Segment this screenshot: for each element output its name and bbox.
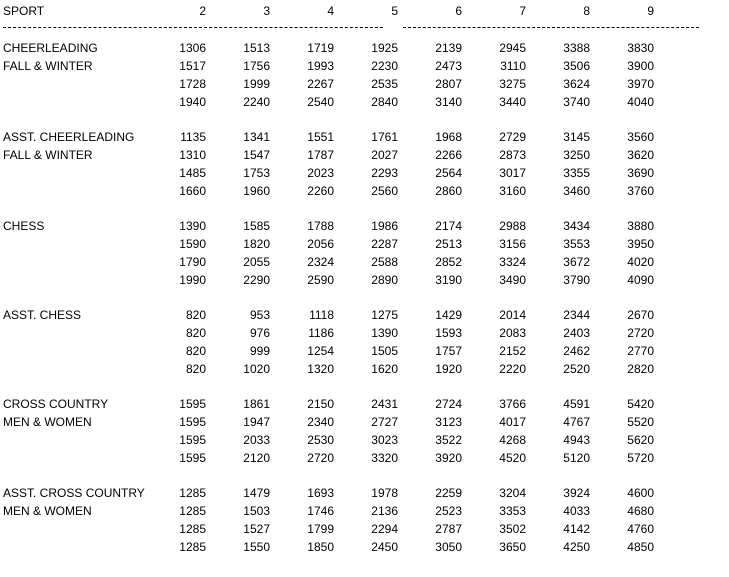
sport-subtitle: MEN & WOMEN (3, 415, 92, 429)
salary-cell: 1135 (180, 130, 206, 144)
salary-cell: 1920 (435, 362, 462, 376)
salary-cell: 1595 (179, 397, 206, 411)
salary-cell: 2266 (435, 148, 462, 162)
salary-cell: 1746 (307, 504, 334, 518)
grade-column-header: 6 (455, 4, 462, 18)
salary-cell: 5520 (627, 415, 654, 429)
salary-cell: 2220 (499, 362, 526, 376)
salary-cell: 3900 (627, 59, 654, 73)
salary-cell: 4250 (563, 540, 590, 554)
salary-cell: 1990 (179, 273, 206, 287)
sport-name: CHESS (3, 219, 45, 233)
salary-cell: 1275 (371, 308, 398, 322)
salary-cell: 2136 (371, 504, 398, 518)
salary-cell: 1947 (243, 415, 270, 429)
salary-cell: 820 (185, 308, 206, 322)
sport-subtitle: MEN & WOMEN (3, 504, 92, 518)
salary-cell: 2431 (371, 397, 398, 411)
salary-cell: 2840 (371, 95, 398, 109)
salary-cell: 1285 (179, 522, 206, 536)
salary-cell: 1861 (243, 397, 270, 411)
salary-cell: 2588 (371, 255, 398, 269)
salary-cell: 2720 (627, 326, 654, 340)
salary-cell: 2324 (307, 255, 334, 269)
salary-cell: 2014 (499, 308, 526, 322)
salary-cell: 2340 (307, 415, 334, 429)
grade-column-header: 2 (199, 4, 206, 18)
salary-cell: 2564 (435, 166, 462, 180)
salary-cell: 2590 (307, 273, 334, 287)
salary-cell: 1527 (243, 522, 270, 536)
salary-cell: 3506 (563, 59, 590, 73)
salary-cell: 3353 (499, 504, 526, 518)
salary-cell: 3522 (435, 433, 462, 447)
salary-cell: 3460 (563, 184, 590, 198)
salary-cell: 2150 (307, 397, 334, 411)
salary-cell: 1517 (179, 59, 206, 73)
salary-cell: 4850 (627, 540, 654, 554)
salary-cell: 4591 (563, 397, 590, 411)
salary-cell: 1999 (243, 77, 270, 91)
salary-cell: 2403 (563, 326, 590, 340)
salary-cell: 2540 (307, 95, 334, 109)
salary-cell: 3620 (627, 148, 654, 162)
salary-cell: 2139 (435, 41, 462, 55)
salary-cell: 3388 (563, 41, 590, 55)
salary-cell: 1020 (243, 362, 270, 376)
salary-cell: 1390 (179, 219, 206, 233)
salary-cell: 1728 (179, 77, 206, 91)
salary-cell: 3924 (563, 486, 590, 500)
salary-cell: 2873 (499, 148, 526, 162)
salary-cell: 3830 (627, 41, 654, 55)
salary-cell: 3740 (563, 95, 590, 109)
salary-cell: 2023 (307, 166, 334, 180)
salary-cell: 2513 (435, 237, 462, 251)
salary-cell: 1306 (179, 41, 206, 55)
salary-cell: 3560 (627, 130, 654, 144)
salary-cell: 3950 (627, 237, 654, 251)
salary-cell: 1285 (179, 504, 206, 518)
salary-cell: 2293 (371, 166, 398, 180)
salary-cell: 4680 (627, 504, 654, 518)
salary-cell: 4090 (627, 273, 654, 287)
salary-cell: 1310 (179, 148, 206, 162)
grade-column-header: 5 (391, 4, 398, 18)
sport-name: ASST. CHEERLEADING (3, 130, 135, 144)
salary-cell: 1820 (243, 237, 270, 251)
salary-cell: 1595 (179, 451, 206, 465)
salary-cell: 1585 (243, 219, 270, 233)
sport-name: ASST. CHESS (3, 308, 82, 322)
salary-cell: 2152 (499, 344, 526, 358)
salary-cell: 3320 (371, 451, 398, 465)
salary-cell: 2560 (371, 184, 398, 198)
salary-cell: 1790 (179, 255, 206, 269)
salary-cell: 3324 (499, 255, 526, 269)
salary-cell: 2535 (371, 77, 398, 91)
salary-cell: 820 (185, 344, 206, 358)
salary-cell: 5120 (563, 451, 590, 465)
salary-cell: 4520 (499, 451, 526, 465)
salary-cell: 4600 (627, 486, 654, 500)
grade-column-header: 9 (647, 4, 654, 18)
salary-cell: 3790 (563, 273, 590, 287)
salary-cell: 1940 (179, 95, 206, 109)
salary-cell: 1429 (435, 308, 462, 322)
salary-cell: 999 (249, 344, 270, 358)
salary-cell: 3766 (499, 397, 526, 411)
salary-cell: 2294 (371, 522, 398, 536)
salary-cell: 2027 (371, 148, 398, 162)
salary-cell: 2890 (371, 273, 398, 287)
salary-cell: 2727 (371, 415, 398, 429)
salary-cell: 2807 (435, 77, 462, 91)
salary-cell: 3123 (435, 415, 462, 429)
salary-cell: 3145 (563, 130, 590, 144)
salary-cell: 3553 (563, 237, 590, 251)
salary-cell: 1186 (308, 326, 334, 340)
salary-cell: 4142 (563, 522, 590, 536)
salary-cell: 1761 (371, 130, 398, 144)
salary-cell: 2120 (243, 451, 270, 465)
salary-cell: 2287 (371, 237, 398, 251)
salary-cell: 2988 (499, 219, 526, 233)
salary-cell: 3110 (500, 59, 526, 73)
salary-cell: 2473 (435, 59, 462, 73)
salary-cell: 1505 (371, 344, 398, 358)
grade-column-header: 3 (263, 4, 270, 18)
sport-name: CHEERLEADING (3, 41, 98, 55)
salary-cell: 976 (249, 326, 270, 340)
grade-column-header: 8 (583, 4, 590, 18)
salary-cell: 2056 (307, 237, 334, 251)
salary-cell: 3690 (627, 166, 654, 180)
salary-cell: 2852 (435, 255, 462, 269)
grade-column-header: 7 (519, 4, 526, 18)
salary-cell: 2462 (563, 344, 590, 358)
salary-cell: 2523 (435, 504, 462, 518)
salary-cell: 2860 (435, 184, 462, 198)
salary-cell: 1479 (243, 486, 270, 500)
sport-subtitle: FALL & WINTER (3, 148, 93, 162)
salary-cell: 3440 (499, 95, 526, 109)
salary-cell: 4040 (627, 95, 654, 109)
salary-cell: 3920 (435, 451, 462, 465)
salary-cell: 3023 (371, 433, 398, 447)
salary-cell: 3672 (563, 255, 590, 269)
salary-cell: 820 (185, 326, 206, 340)
salary-cell: 3650 (499, 540, 526, 554)
salary-cell: 5720 (627, 451, 654, 465)
salary-cell: 3760 (627, 184, 654, 198)
salary-cell: 1788 (307, 219, 334, 233)
salary-cell: 3355 (563, 166, 590, 180)
sport-name: CROSS COUNTRY (3, 397, 109, 411)
salary-cell: 2530 (307, 433, 334, 447)
sport-subtitle: FALL & WINTER (3, 59, 93, 73)
grade-column-header: 4 (327, 4, 334, 18)
salary-cell: 1787 (307, 148, 334, 162)
salary-cell: 4760 (627, 522, 654, 536)
salary-cell: 4017 (499, 415, 526, 429)
salary-cell: 5620 (627, 433, 654, 447)
sport-name: ASST. CROSS COUNTRY (3, 486, 145, 500)
salary-cell: 1719 (307, 41, 334, 55)
salary-cell: 2290 (243, 273, 270, 287)
salary-cell: 1485 (179, 166, 206, 180)
salary-cell: 3140 (435, 95, 462, 109)
salary-cell: 953 (249, 308, 270, 322)
sport-column-header: SPORT (3, 4, 45, 18)
salary-cell: 1968 (435, 130, 462, 144)
salary-cell: 1285 (179, 486, 206, 500)
salary-cell: 1550 (243, 540, 270, 554)
salary-cell: 1595 (179, 433, 206, 447)
salary-cell: 3156 (499, 237, 526, 251)
salary-cell: 1960 (243, 184, 270, 198)
salary-cell: 2729 (499, 130, 526, 144)
salary-cell: 3624 (563, 77, 590, 91)
salary-cell: 2820 (627, 362, 654, 376)
salary-cell: 1850 (307, 540, 334, 554)
salary-cell: 3502 (499, 522, 526, 536)
salary-cell: 2945 (499, 41, 526, 55)
salary-cell: 1620 (371, 362, 398, 376)
salary-cell: 2770 (627, 344, 654, 358)
salary-cell: 4020 (627, 255, 654, 269)
salary-cell: 3190 (435, 273, 462, 287)
salary-cell: 1551 (307, 130, 334, 144)
salary-cell: 1320 (307, 362, 334, 376)
salary-cell: 3490 (499, 273, 526, 287)
salary-cell: 1993 (307, 59, 334, 73)
salary-cell: 1590 (179, 237, 206, 251)
salary-cell: 2267 (307, 77, 334, 91)
salary-cell: 1593 (435, 326, 462, 340)
salary-cell: 2450 (371, 540, 398, 554)
salary-cell: 1986 (371, 219, 398, 233)
salary-cell: 2720 (307, 451, 334, 465)
salary-cell: 1118 (309, 308, 334, 322)
salary-cell: 1753 (243, 166, 270, 180)
salary-cell: 5420 (627, 397, 654, 411)
salary-cell: 1254 (307, 344, 334, 358)
salary-cell: 1390 (371, 326, 398, 340)
salary-cell: 2724 (435, 397, 462, 411)
salary-cell: 2344 (563, 308, 590, 322)
salary-cell: 1978 (371, 486, 398, 500)
salary-cell: 3275 (499, 77, 526, 91)
salary-cell: 3880 (627, 219, 654, 233)
salary-cell: 1757 (435, 344, 462, 358)
salary-cell: 2787 (435, 522, 462, 536)
salary-cell: 4767 (563, 415, 590, 429)
salary-cell: 4943 (563, 433, 590, 447)
salary-cell: 2670 (627, 308, 654, 322)
salary-cell: 2174 (435, 219, 462, 233)
salary-cell: 2055 (243, 255, 270, 269)
salary-cell: 4268 (499, 433, 526, 447)
salary-cell: 1595 (179, 415, 206, 429)
salary-cell: 3250 (563, 148, 590, 162)
salary-cell: 1341 (243, 130, 270, 144)
salary-cell: 2083 (499, 326, 526, 340)
salary-cell: 1693 (307, 486, 334, 500)
salary-cell: 1799 (307, 522, 334, 536)
salary-cell: 1756 (243, 59, 270, 73)
salary-cell: 3970 (627, 77, 654, 91)
salary-cell: 1547 (243, 148, 270, 162)
salary-cell: 2033 (243, 433, 270, 447)
salary-cell: 2260 (307, 184, 334, 198)
salary-cell: 3434 (563, 219, 590, 233)
salary-cell: 1513 (243, 41, 270, 55)
salary-cell: 3050 (435, 540, 462, 554)
salary-cell: 1925 (371, 41, 398, 55)
header-divider-left (3, 27, 383, 28)
salary-cell: 820 (185, 362, 206, 376)
salary-cell: 1285 (179, 540, 206, 554)
salary-cell: 2230 (371, 59, 398, 73)
salary-cell: 3160 (499, 184, 526, 198)
salary-cell: 2259 (435, 486, 462, 500)
salary-cell: 1660 (179, 184, 206, 198)
salary-cell: 3017 (499, 166, 526, 180)
salary-cell: 3204 (499, 486, 526, 500)
salary-cell: 2520 (563, 362, 590, 376)
salary-cell: 4033 (563, 504, 590, 518)
header-divider-right (403, 27, 699, 28)
salary-cell: 1503 (243, 504, 270, 518)
salary-cell: 2240 (243, 95, 270, 109)
